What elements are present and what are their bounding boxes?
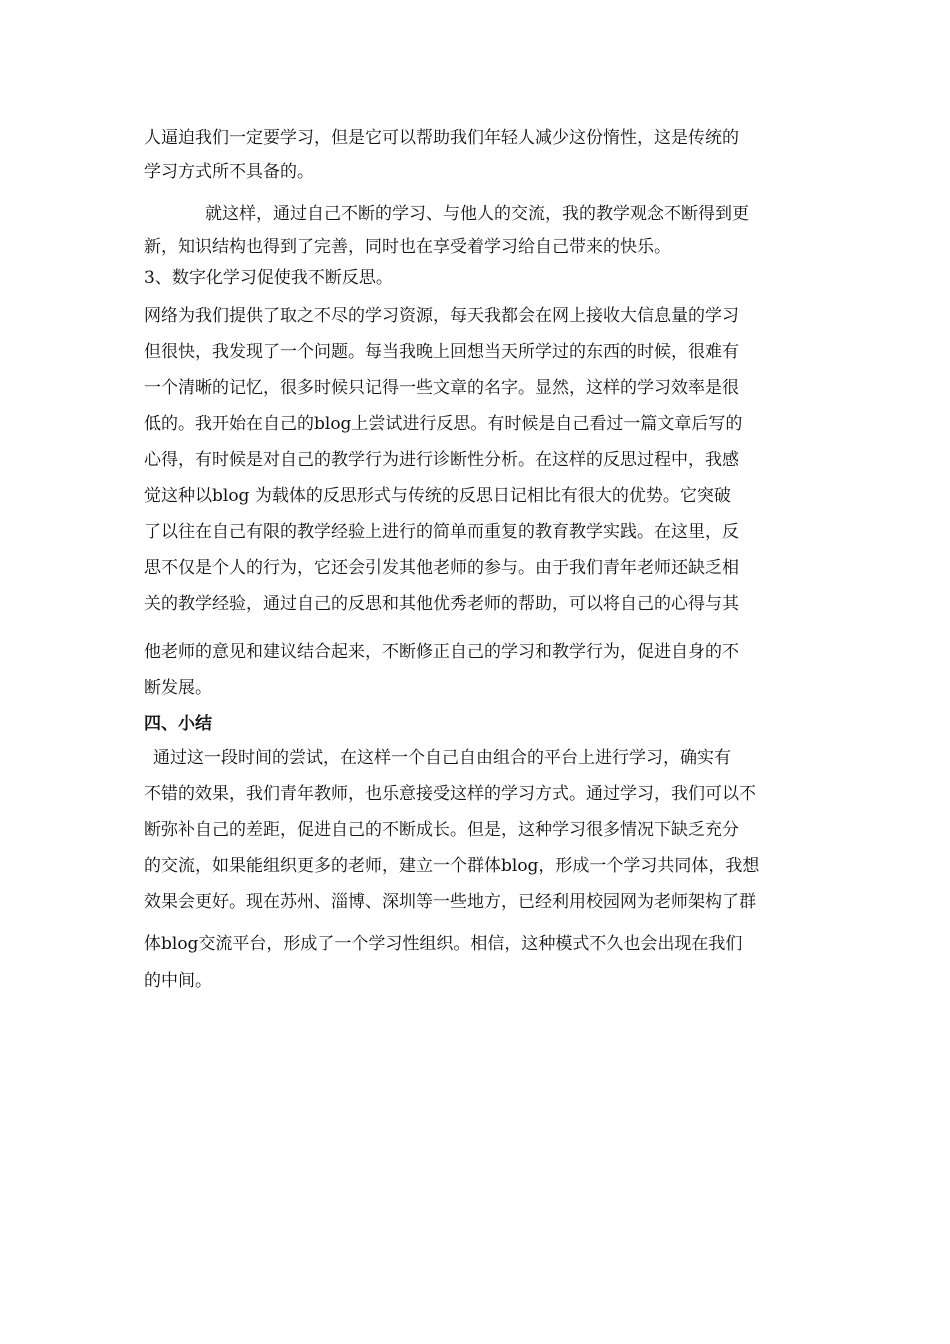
section-heading: 四、小结 xyxy=(144,714,212,734)
paragraph-line: 心得，有时候是对自己的教学行为进行诊断性分析。在这样的反思过程中，我感 xyxy=(144,450,739,470)
paragraph-line: 不错的效果，我们青年教师，也乐意接受这样的学习方式。通过学习，我们可以不 xyxy=(144,784,756,804)
paragraph-line: 低的。我开始在自己的blog上尝试进行反思。有时候是自己看过一篇文章后写的 xyxy=(144,414,743,434)
paragraph-line: 一个清晰的记忆，很多时候只记得一些文章的名字。显然，这样的学习效率是很 xyxy=(144,378,739,398)
paragraph-line: 但很快，我发现了一个问题。每当我晚上回想当天所学过的东西的时候，很难有 xyxy=(144,342,739,362)
paragraph-line: 就这样，通过自己不断的学习、与他人的交流，我的教学观念不断得到更 xyxy=(205,204,749,224)
paragraph-line: 学习方式所不具备的。 xyxy=(144,162,314,182)
paragraph-line: 的中间。 xyxy=(144,971,212,991)
paragraph-line: 人逼迫我们一定要学习，但是它可以帮助我们年轻人减少这份惰性，这是传统的 xyxy=(144,128,739,148)
paragraph-line: 的交流，如果能组织更多的老师，建立一个群体blog，形成一个学习共同体，我想 xyxy=(144,856,760,876)
paragraph-line: 效果会更好。现在苏州、淄博、深圳等一些地方，已经利用校园网为老师架构了群 xyxy=(144,892,756,912)
paragraph-line: 思不仅是个人的行为，它还会引发其他老师的参与。由于我们青年老师还缺乏相 xyxy=(144,558,739,578)
paragraph-line: 了以往在自己有限的教学经验上进行的简单而重复的教育教学实践。在这里，反 xyxy=(144,522,739,542)
paragraph-line: 他老师的意见和建议结合起来，不断修正自己的学习和教学行为，促进自身的不 xyxy=(144,642,739,662)
paragraph-line: 断发展。 xyxy=(144,678,212,698)
section-subheading: 3、数字化学习促使我不断反思。 xyxy=(144,268,393,288)
paragraph-line: 新，知识结构也得到了完善，同时也在享受着学习给自己带来的快乐。 xyxy=(144,237,671,257)
paragraph-line: 觉这种以blog 为载体的反思形式与传统的反思日记相比有很大的优势。它突破 xyxy=(144,486,731,506)
paragraph-line: 关的教学经验，通过自己的反思和其他优秀老师的帮助，可以将自己的心得与其 xyxy=(144,594,739,614)
paragraph-line: 通过这一段时间的尝试，在这样一个自己自由组合的平台上进行学习，确实有 xyxy=(153,748,731,768)
paragraph-line: 体blog交流平台，形成了一个学习性组织。相信，这种模式不久也会出现在我们 xyxy=(144,934,743,954)
paragraph-line: 网络为我们提供了取之不尽的学习资源，每天我都会在网上接收大信息量的学习 xyxy=(144,306,739,326)
paragraph-line: 断弥补自己的差距，促进自己的不断成长。但是，这种学习很多情况下缺乏充分 xyxy=(144,820,739,840)
